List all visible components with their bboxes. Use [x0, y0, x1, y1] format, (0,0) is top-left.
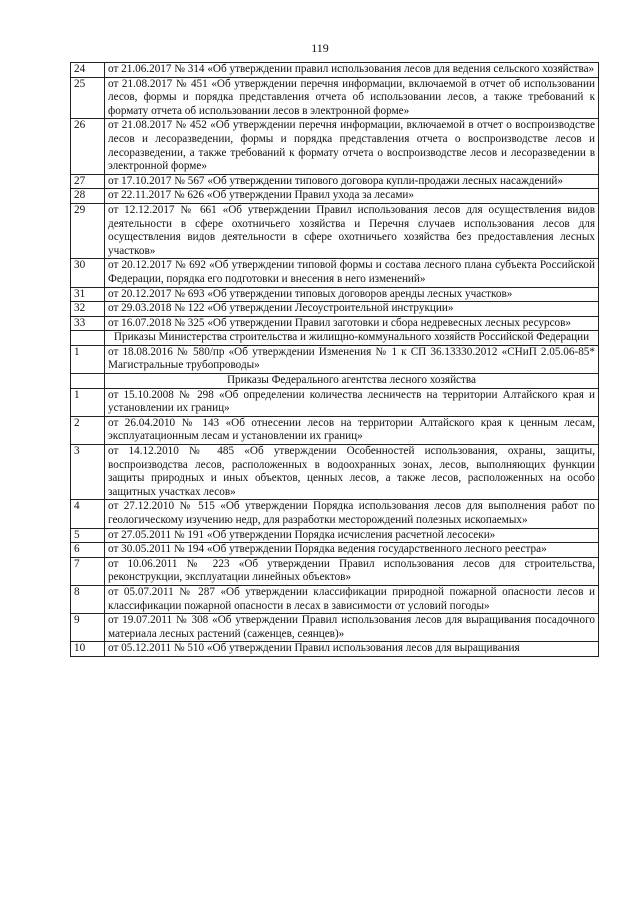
row-text: от 12.12.2017 № 661 «Об утверждении Правил использования лесов для осуществления видов деятельности в сфере охотничьего хозяйства и Перечня случаев использования лесов для осуществления видов деятельности в сфере охотничьего хозяйства без предоставления лесных участков» — [105, 203, 599, 258]
row-text: от 20.12.2017 № 693 «Об утверждении типовых договоров аренды лесных участков» — [105, 287, 599, 302]
row-text: от 21.08.2017 № 452 «Об утверждении перечня информации, включаемой в отчет о воспроизводстве лесов и лесоразведении, формы и порядка представления отчета о воспроизводстве лесов и лесоразведении, а также требований к формату отчета о воспроизводстве лесов и лесоразведении в электронной форме» — [105, 119, 599, 174]
row-text: от 26.04.2010 № 143 «Об отнесении лесов на территории Алтайского края к ценным лесам, эксплуатационным лесам и установлении их границ» — [105, 416, 599, 444]
row-text: от 22.11.2017 № 626 «Об утверждении Правил ухода за лесами» — [105, 189, 599, 204]
row-text: от 10.06.2011 № 223 «Об утверждении Правил использования лесов для строительства, реконструкции, эксплуатации линейных объектов» — [105, 557, 599, 585]
section-header-row — [71, 331, 599, 346]
row-number: 6 — [71, 543, 105, 558]
table-row — [71, 302, 599, 317]
row-number: 27 — [71, 174, 105, 189]
row-number — [71, 331, 105, 346]
row-number: 5 — [71, 528, 105, 543]
row-number: 26 — [71, 119, 105, 174]
row-text: от 15.10.2008 № 298 «Об определении количества лесничеств на территории Алтайского края и установлении их границ» — [105, 388, 599, 416]
row-number — [71, 374, 105, 389]
row-text: от 21.08.2017 № 451 «Об утверждении перечня информации, включаемой в отчет об использовании лесов, формы и порядка представления отчета об использовании лесов, а также требований к формату отчета об использовании лесов в электронной форме» — [105, 77, 599, 119]
row-text: от 18.08.2016 № 580/пр «Об утверждении Изменения № 1 к СП 36.13330.2012 «СНиП 2.05.06-85* Магистральные трубопроводы» — [105, 345, 599, 373]
row-number: 3 — [71, 445, 105, 500]
row-number: 7 — [71, 557, 105, 585]
table-row — [71, 500, 599, 528]
table-row — [71, 316, 599, 331]
table-row — [71, 528, 599, 543]
row-number: 1 — [71, 388, 105, 416]
row-text: от 30.05.2011 № 194 «Об утверждении Порядка ведения государственного лесного реестра» — [105, 543, 599, 558]
row-number: 2 — [71, 416, 105, 444]
row-number: 4 — [71, 500, 105, 528]
row-text: от 20.12.2017 № 692 «Об утверждении типовой формы и состава лесного плана субъекта Российской Федерации, порядка его подготовки и внесения в него изменений» — [105, 259, 599, 287]
table-row — [71, 388, 599, 416]
table-row — [71, 557, 599, 585]
table-row — [71, 203, 599, 258]
row-number: 24 — [71, 63, 105, 78]
row-text: от 27.05.2011 № 191 «Об утверждении Порядка исчисления расчетной лесосеки» — [105, 528, 599, 543]
table-row — [71, 119, 599, 174]
page-number: 119 — [311, 41, 329, 55]
regulations-table — [70, 62, 599, 657]
section-title: Приказы Министерства строительства и жилищно-коммунального хозяйств Российской Федерации — [105, 331, 599, 346]
row-number: 33 — [71, 316, 105, 331]
table-row — [71, 416, 599, 444]
row-number: 28 — [71, 189, 105, 204]
table-row — [71, 63, 599, 78]
table-row — [71, 287, 599, 302]
row-text: от 05.12.2011 № 510 «Об утверждении Правил использования лесов для выращивания — [105, 642, 599, 657]
row-text: от 29.03.2018 № 122 «Об утверждении Лесоустроительной инструкции» — [105, 302, 599, 317]
table-row — [71, 77, 599, 119]
row-text: от 17.10.2017 № 567 «Об утверждении типового договора купли-продажи лесных насаждений» — [105, 174, 599, 189]
row-number: 30 — [71, 259, 105, 287]
table-row — [71, 614, 599, 642]
table-row — [71, 259, 599, 287]
row-number: 1 — [71, 345, 105, 373]
row-number: 10 — [71, 642, 105, 657]
row-number: 9 — [71, 614, 105, 642]
row-number: 25 — [71, 77, 105, 119]
table-row — [71, 445, 599, 500]
section-header-row — [71, 374, 599, 389]
row-text: от 05.07.2011 № 287 «Об утверждении классификации природной пожарной опасности лесов и классификации пожарной опасности в лесах в зависимости от условий погоды» — [105, 585, 599, 613]
section-title: Приказы Федерального агентства лесного хозяйства — [105, 374, 599, 389]
row-text: от 21.06.2017 № 314 «Об утверждении правил использования лесов для ведения сельского хозяйства» — [105, 63, 599, 78]
row-text: от 27.12.2010 № 515 «Об утверждении Порядка использования лесов для выполнения работ по геологическому изучению недр, для разработки месторождений полезных ископаемых» — [105, 500, 599, 528]
row-text: от 19.07.2011 № 308 «Об утверждении Правил использования лесов для выращивания посадочного материала лесных растений (саженцев, сеянцев)» — [105, 614, 599, 642]
row-number: 32 — [71, 302, 105, 317]
table-row — [71, 543, 599, 558]
row-number: 31 — [71, 287, 105, 302]
row-number: 8 — [71, 585, 105, 613]
table-row — [71, 189, 599, 204]
table-row — [71, 174, 599, 189]
row-text: от 16.07.2018 № 325 «Об утверждении Правил заготовки и сбора недревесных лесных ресурсов» — [105, 316, 599, 331]
table-row — [71, 585, 599, 613]
table-row — [71, 345, 599, 373]
row-text: от 14.12.2010 № 485 «Об утверждении Особенностей использования, охраны, защиты, воспроизводства лесов, расположенных в водоохранных зонах, лесов, выполняющих функции защиты природных и иных объектов, ценных лесов, а также лесов, расположенных на особо защитных участках лесов» — [105, 445, 599, 500]
table-row — [71, 642, 599, 657]
row-number: 29 — [71, 203, 105, 258]
